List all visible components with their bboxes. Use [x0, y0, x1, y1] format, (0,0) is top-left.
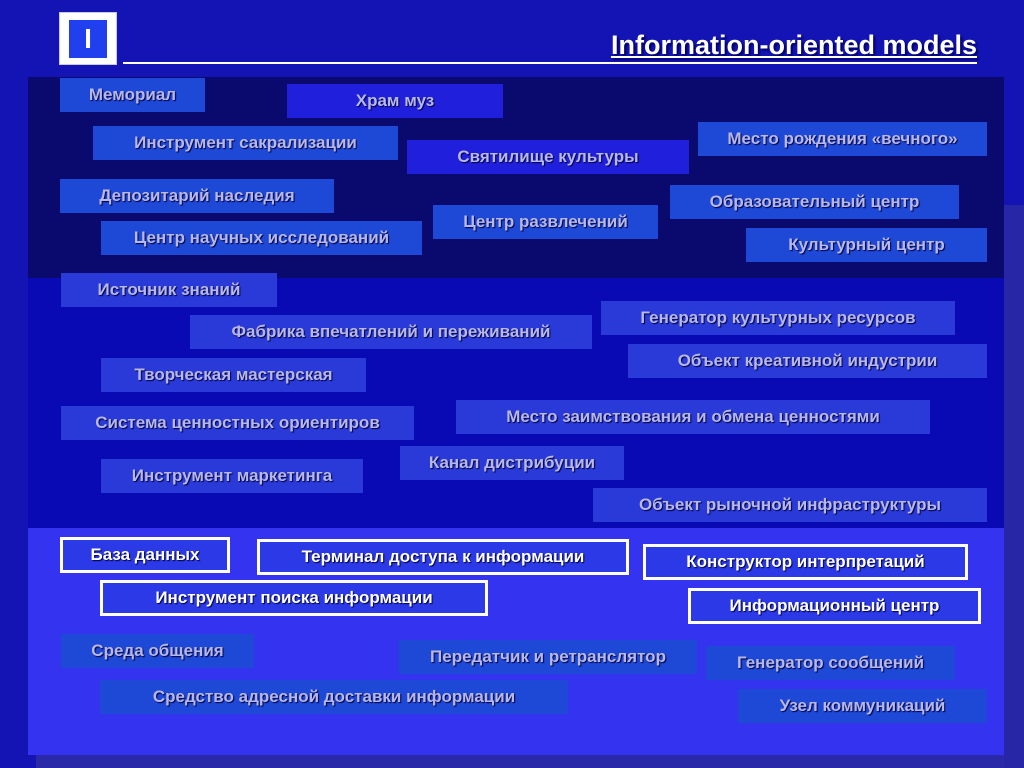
label-impressions-factory: Фабрика впечатлений и переживаний — [190, 315, 592, 349]
label-marketing-tool: Инструмент маркетинга — [101, 459, 363, 493]
label-distribution-channel: Канал дистрибуции — [400, 446, 624, 480]
logo-letter: I — [69, 20, 107, 58]
label-knowledge-source: Источник знаний — [61, 273, 277, 307]
background-strip-right — [1004, 205, 1024, 768]
label-interpretation-constructor: Конструктор интерпретаций — [643, 544, 968, 580]
label-cultural-resource-generator: Генератор культурных ресурсов — [601, 301, 955, 335]
label-value-exchange-place: Место заимствования и обмена ценностями — [456, 400, 930, 434]
label-research-center: Центр научных исследований — [101, 221, 422, 255]
label-cultural-center: Культурный центр — [746, 228, 987, 262]
title-underline — [123, 62, 977, 64]
label-memorial: Мемориал — [60, 78, 205, 112]
label-information-center: Информационный центр — [688, 588, 981, 624]
label-temple-of-muses: Храм муз — [287, 84, 503, 118]
label-communication-environment: Среда общения — [61, 634, 254, 668]
background-strip-bottom — [36, 755, 1004, 768]
label-market-infrastructure: Объект рыночной инфраструктуры — [593, 488, 987, 522]
label-educational-center: Образовательный центр — [670, 185, 959, 219]
logo-icon — [59, 12, 117, 65]
label-info-search-tool: Инструмент поиска информации — [100, 580, 488, 616]
label-heritage-depository: Депозитарий наследия — [60, 179, 334, 213]
label-creative-workshop: Творческая мастерская — [101, 358, 366, 392]
label-value-system: Система ценностных ориентиров — [61, 406, 414, 440]
label-entertainment-center: Центр развлечений — [433, 205, 658, 239]
label-sacralization-tool: Инструмент сакрализации — [93, 126, 398, 160]
label-message-generator: Генератор сообщений — [706, 646, 955, 680]
page-title: Information-oriented models — [610, 30, 977, 60]
label-culture-sanctuary: Святилище культуры — [407, 140, 689, 174]
label-info-access-terminal: Терминал доступа к информации — [257, 539, 629, 575]
label-database: База данных — [60, 537, 230, 573]
label-targeted-delivery-tool: Средство адресной доставки информации — [100, 680, 568, 714]
label-birthplace-eternal: Место рождения «вечного» — [698, 122, 987, 156]
label-creative-industry-object: Объект креативной индустрии — [628, 344, 987, 378]
label-communication-hub: Узел коммуникаций — [738, 689, 987, 723]
label-transmitter-relay: Передатчик и ретранслятор — [399, 640, 697, 674]
